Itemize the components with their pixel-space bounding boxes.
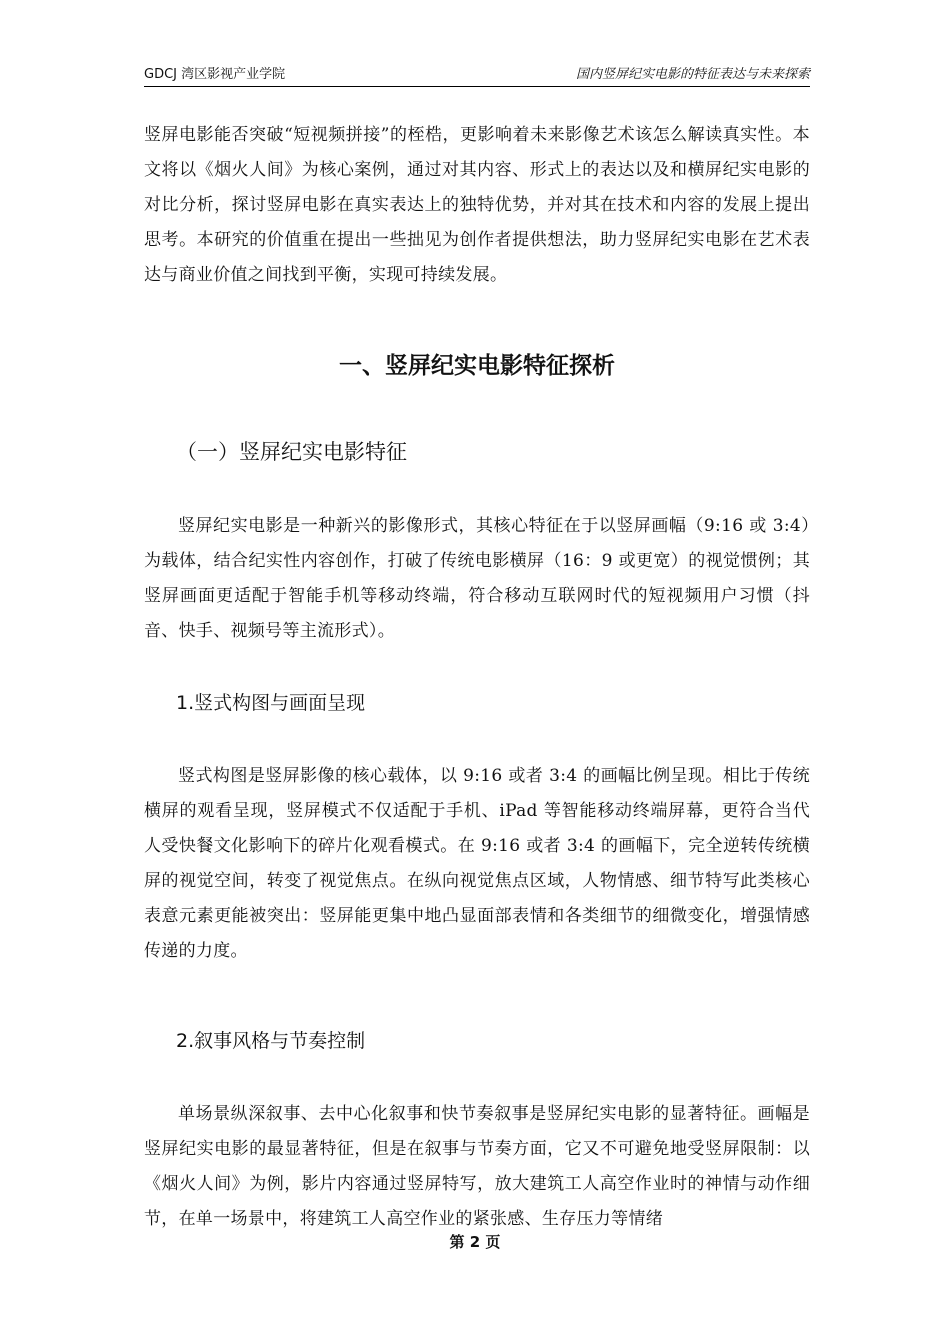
subsection-title-narrative: 2.叙事风格与节奏控制	[176, 1030, 366, 1052]
chapter-title: 一、竖屏纪实电影特征探析	[339, 353, 615, 379]
section-title: （一）竖屏纪实电影特征	[176, 440, 407, 464]
subsection-paragraph-composition: 竖式构图是竖屏影像的核心载体，以 9:16 或者 3:4 的画幅比例呈现。相比于传统横屏的观看呈现，竖屏模式不仅适配于手机、iPad 等智能移动终端屏幕，更符合当代人受快餐文化影响下的碎片化观看模式。在 9:16 或者 3:4 的画幅下，完全逆转传统横屏的视觉空间，转变了视觉焦点。在纵向视觉焦点区域，人物情感、细节特写此类核心表意元素更能被突出：竖屏能更集中地凸显面部表情和各类细节的细微变化，增强情感传递的力度。	[144, 766, 810, 961]
page-content	[144, 118, 810, 1237]
intro-paragraph: 竖屏电影能否突破“短视频拼接”的桎梏，更影响着未来影像艺术该怎么解读真实性。本文将以《烟火人间》为核心案例，通过对其内容、形式上的表达以及和横屏纪实电影的对比分析，探讨竖屏电影在真实表达上的独特优势，并对其在技术和内容的发展上提出思考。本研究的价值重在提出一些拙见为创作者提供想法，助力竖屏纪实电影在艺术表达与商业价值之间找到平衡，实现可持续发展。	[144, 125, 810, 285]
subsection-paragraph-narrative: 单场景纵深叙事、去中心化叙事和快节奏叙事是竖屏纪实电影的显著特征。画幅是竖屏纪实电影的最显著特征，但是在叙事与节奏方面，它又不可避免地受竖屏限制：以《烟火人间》为例，影片内容通过竖屏特写，放大建筑工人高空作业时的神情与动作细节，在单一场景中，将建筑工人高空作业的紧张感、生存压力等情绪	[144, 1104, 810, 1229]
page-header	[144, 66, 810, 87]
header-paper-title: 国内竖屏纪实电影的特征表达与未来探索	[575, 67, 810, 82]
section-paragraph: 竖屏纪实电影是一种新兴的影像形式，其核心特征在于以竖屏画幅（9:16 或 3:4）为载体，结合纪实性内容创作，打破了传统电影横屏（16：9 或更宽）的视觉惯例；其竖屏画面更适配于智能手机等移动终端，符合移动互联网时代的短视频用户习惯（抖音、快手、视频号等主流形式）。	[144, 516, 810, 641]
header-institution: GDCJ 湾区影视产业学院	[144, 67, 286, 82]
subsection-title-composition: 1.竖式构图与画面呈现	[176, 692, 366, 714]
page-number: 第 2 页	[449, 1233, 501, 1251]
